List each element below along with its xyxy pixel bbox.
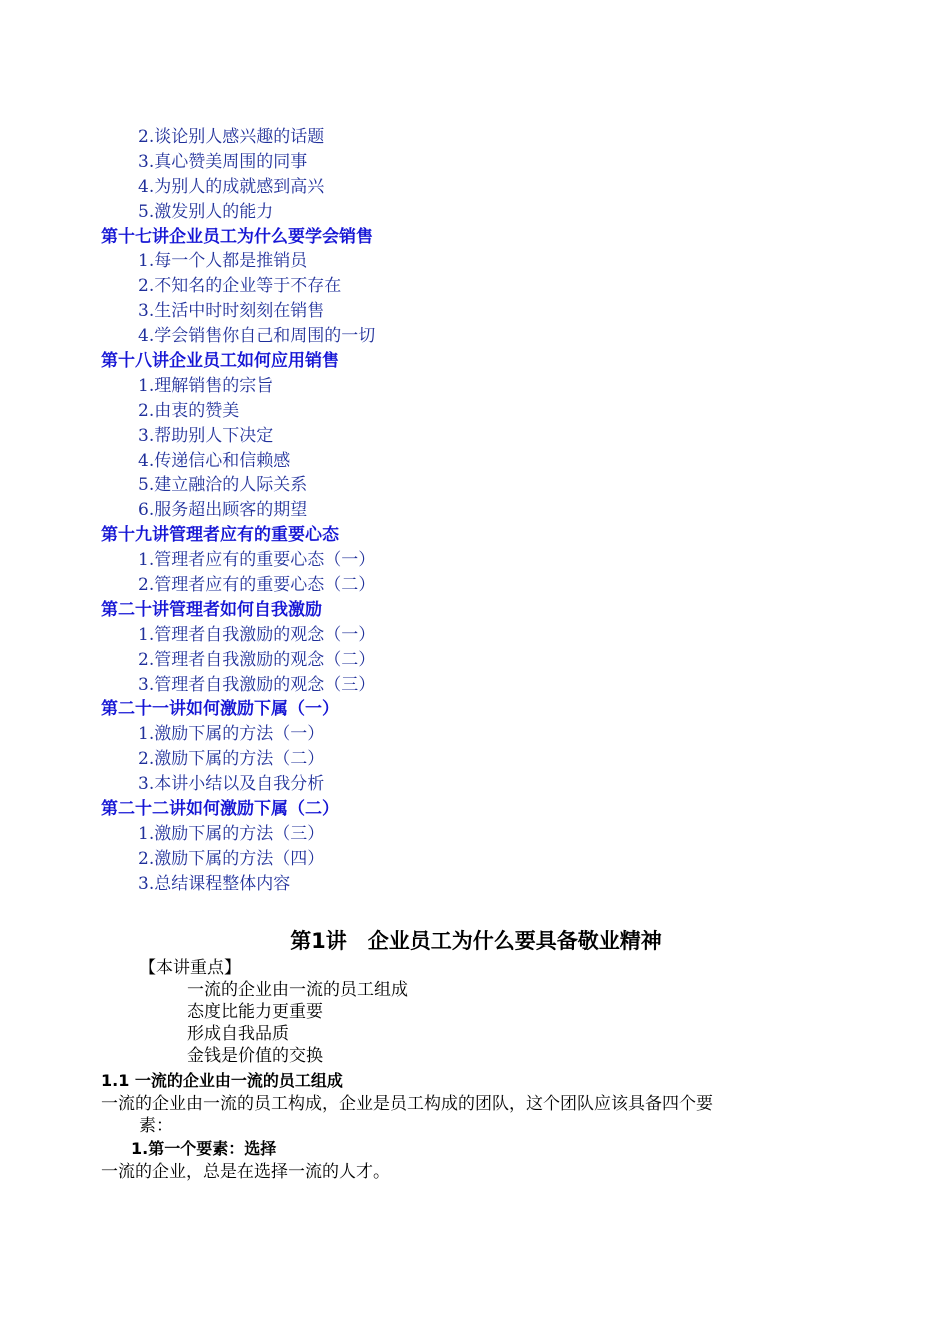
- toc-chapter-heading: 第二十讲管理者如何自我激励: [101, 599, 322, 620]
- lecture-section: [101, 925, 821, 1183]
- toc-chapter-heading: 第二十二讲如何激励下属（二）: [101, 799, 339, 820]
- toc-item: 4.为别人的成就感到高兴: [138, 176, 325, 197]
- closing-paragraph: 一流的企业，总是在选择一流的人才。: [101, 1162, 390, 1182]
- toc-item: 4.学会销售你自己和周围的一切: [138, 326, 376, 347]
- toc-item: 2.由衷的赞美: [138, 400, 240, 421]
- paragraph-line: 素：: [139, 1116, 173, 1136]
- table-of-contents: [101, 125, 861, 897]
- toc-item: 1.激励下属的方法（一）: [138, 724, 325, 745]
- toc-item: 1.管理者应有的重要心态（一）: [138, 550, 376, 571]
- toc-item: 4.传递信心和信赖感: [138, 450, 291, 471]
- key-point: 金钱是价值的交换: [187, 1046, 323, 1066]
- toc-item: 5.激发别人的能力: [138, 201, 274, 222]
- paragraph-line: 一流的企业由一流的员工构成，企业是员工构成的团队，这个团队应该具备四个要: [101, 1094, 713, 1114]
- toc-item: 2.激励下属的方法（四）: [138, 848, 325, 869]
- key-point: 一流的企业由一流的员工组成: [187, 980, 408, 1000]
- toc-item: 1.理解销售的宗旨: [138, 375, 274, 396]
- key-point: 态度比能力更重要: [187, 1002, 323, 1022]
- body-paragraph: [101, 1093, 821, 1137]
- toc-item: 2.激励下属的方法（二）: [138, 749, 325, 770]
- toc-item: 2.管理者自我激励的观念（二）: [138, 649, 376, 670]
- sub-heading: 1.第一个要素：选择: [131, 1139, 277, 1158]
- toc-item: 5.建立融洽的人际关系: [138, 475, 308, 496]
- toc-item: 2.不知名的企业等于不存在: [138, 276, 342, 297]
- lecture-title: 第1讲 企业员工为什么要具备敬业精神: [290, 929, 662, 953]
- toc-item: 3.真心赞美周围的同事: [138, 151, 308, 172]
- key-points-label: 【本讲重点】: [139, 958, 241, 978]
- toc-item: 3.本讲小结以及自我分析: [138, 774, 325, 795]
- toc-item: 3.生活中时时刻刻在销售: [138, 301, 325, 322]
- toc-chapter-heading: 第十九讲管理者应有的重要心态: [101, 525, 339, 546]
- toc-item: 6.服务超出顾客的期望: [138, 500, 308, 521]
- toc-chapter-heading: 第二十一讲如何激励下属（一）: [101, 699, 339, 720]
- toc-chapter-heading: 第十八讲企业员工如何应用销售: [101, 351, 339, 372]
- key-point: 形成自我品质: [187, 1024, 289, 1044]
- toc-item: 1.每一个人都是推销员: [138, 251, 308, 272]
- toc-item: 3.管理者自我激励的观念（三）: [138, 674, 376, 695]
- toc-item: 2.谈论别人感兴趣的话题: [138, 127, 325, 147]
- toc-item: 1.管理者自我激励的观念（一）: [138, 624, 376, 645]
- toc-item: 3.总结课程整体内容: [138, 873, 291, 894]
- toc-item: 1.激励下属的方法（三）: [138, 823, 325, 844]
- toc-item: 3.帮助别人下决定: [138, 425, 274, 446]
- toc-chapter-heading: 第十七讲企业员工为什么要学会销售: [101, 226, 373, 247]
- toc-item: 2.管理者应有的重要心态（二）: [138, 575, 376, 596]
- section-heading: 1.1 一流的企业由一流的员工组成: [101, 1071, 343, 1090]
